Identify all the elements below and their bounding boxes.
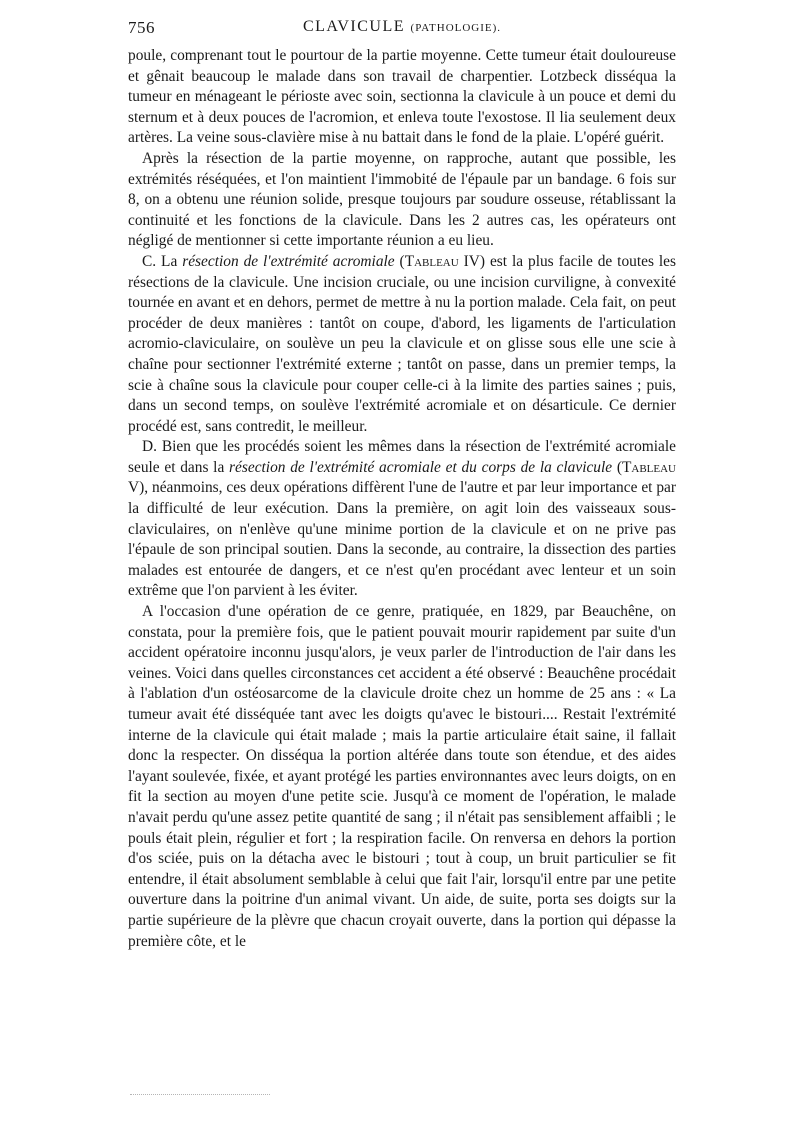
page-number: 756	[128, 18, 155, 37]
paragraph-3-paren: (	[394, 252, 405, 270]
paragraph-3	[128, 252, 676, 437]
paragraph-4	[128, 437, 676, 602]
paragraph-3-rest: IV) est la plus facile de toutes les résections de la clavicule. Une incision cruciale, ou une incision curviligne, à convexité tournée en avant et en dehors, permet de mettre à nu la portion malade. Cela fait, on peut procéder de deux manières : tantôt on coupe, d'abord, les ligaments de l'articulation acromio-claviculaire, on soulève un peu la clavicule et on glisse sous elle une scie à chaîne pour sectionner l'extrémité externe ; tantôt on passe, dans un premier temps, la scie à chaîne sous la clavicule pour couper celle-ci à la limite des parties saines ; puis, dans un second temps, on soulève l'extrémité acromiale et on désarticule. Ce dernier procédé est, sans contredit, le meilleur.	[128, 252, 676, 435]
paragraph-4-lead: D. Bien que les procédés soient les mêmes dans la résection de l'extrémité acromiale seule et dans la	[128, 438, 676, 476]
paragraph-4-italic-term: résection de l'extrémité acromiale et du corps de la clavicule	[229, 458, 613, 476]
page-header	[128, 16, 676, 40]
paragraph-4-table-ref: Tableau	[621, 458, 676, 476]
body-text	[128, 46, 676, 952]
running-head	[128, 18, 676, 36]
paragraph-5: A l'occasion d'une opération de ce genre, pratiquée, en 1829, par Beauchêne, on constata, pour la première fois, que le patient pouvait mourir rapidement par suite d'un accident opératoire inconnu jusqu'alors, je veux parler de l'introduction de l'air dans les veines. Voici dans quelles circonstances cet accident a été observé : Beauchêne procédait à l'ablation d'un ostéosarcome de la clavicule droite chez un homme de 25 ans : « La tumeur avait été disséquée tant avec les doigts qu'avec le bistouri.... Restait l'extrémité interne de la clavicule qui était malade ; mais la partie articulaire était saine, il fallait donc la respecter. On disséqua la portion altérée dans toute son étendue, et des aides l'ayant soulevée, fixée, et ayant protégé les parties environnantes avec leurs doigts, on en fit la section au moyen d'une petite scie. Jusqu'à ce moment de l'opération, le malade n'avait perdu qu'une assez petite quantité de sang ; il n'était pas sensiblement affaibli ; le pouls était plein, régulier et fort ; la respiration facile. On renversa en dehors la portion d'os sciée, puis on la détacha avec le bistouri ; tout à coup, un bruit particulier se fit entendre, il était absolument semblable à celui que fait l'air, lorsqu'il entre par une petite ouverture dans la poitrine d'un animal vivant. Un aide, de suite, porta ses doigts sur la partie supérieure de la plèvre que chacun croyait ouverte, dans la portion qui dépasse la première côte, et le	[128, 603, 676, 950]
paragraph-4-rest: V), néanmoins, ces deux opérations diffèrent l'une de l'autre et par leur importance et par la difficulté de leur exécution. Dans la première, on agit loin des vaisseaux sous-claviculaires, on n'enlève qu'une minime portion de la clavicule et on ne prive pas l'épaule de son principal soutien. Dans la seconde, au contraire, la dissection des parties malades est entourée de dangers, et ce n'est qu'en procédant avec lenteur et un soin extrême que l'on parvient à les éviter.	[128, 479, 676, 600]
paragraph-3-italic-term: résection de l'extrémité acromiale	[182, 252, 395, 270]
paragraph-3-table-ref: Tableau	[404, 252, 459, 270]
running-head-subtitle: (PATHOLOGIE).	[410, 22, 502, 34]
footer-rule	[130, 1094, 270, 1096]
paragraph-4-paren: (	[612, 458, 622, 476]
paragraph-2: Après la résection de la partie moyenne, on rapproche, autant que possible, les extrémités réséquées, et l'on maintient l'immobité de l'épaule par un bandage. 6 fois sur 8, on a obtenu une réunion solide, presque toujours par soudure osseuse, rétablissant la continuité et les fonctions de la clavicule. Dans les 2 autres cas, les opérateurs ont négligé de mentionner si cette importante réunion a eu lieu.	[128, 149, 676, 250]
running-head-title: CLAVICULE	[302, 18, 406, 35]
paragraph-1: poule, comprenant tout le pourtour de la partie moyenne. Cette tumeur était douloureuse et gênait beaucoup le malade dans son travail de charpentier. Lotzbeck disséqua la tumeur en ménageant le périoste avec soin, sectionna la clavicule à un pouce et demi du sternum et à deux pouces de l'acromion, et enleva toute l'exostose. Il lia seulement deux artères. La veine sous-clavière mise à nu battait dans le fond de la plaie. L'opéré guérit.	[128, 47, 676, 147]
paragraph-3-lead: C. La	[142, 252, 183, 270]
